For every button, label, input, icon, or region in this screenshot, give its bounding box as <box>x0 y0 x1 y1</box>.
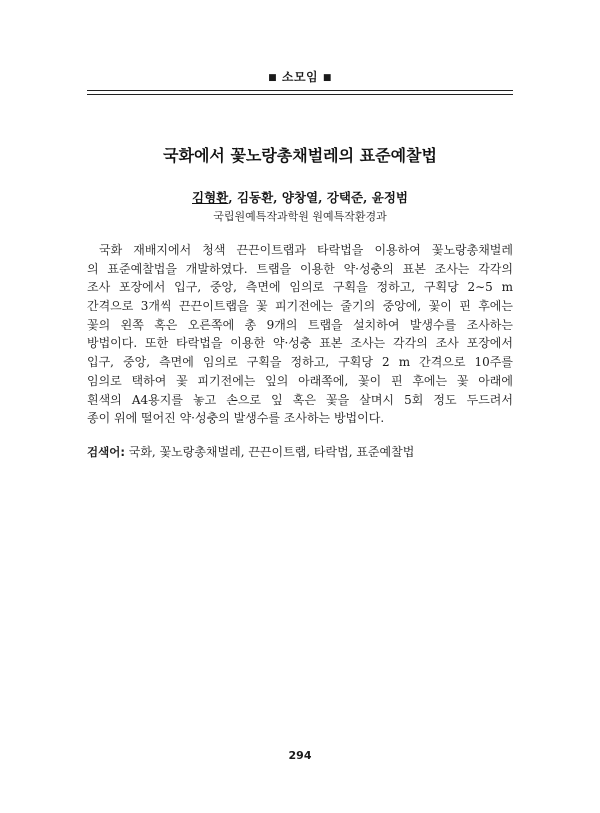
section-header <box>0 68 600 85</box>
presenting-author: 김형환 <box>192 190 229 205</box>
co-authors: , 김동환, 양창열, 강택준, 윤정범 <box>228 190 408 205</box>
abstract-line: 꽃의 왼쪽 혹은 오른쪽에 총 9개의 트랩을 설치하여 발생수를 조사하는 <box>87 317 513 332</box>
square-marker-icon: ■ <box>268 73 278 83</box>
page-number: 294 <box>288 749 312 762</box>
header-divider-bottom <box>87 94 513 95</box>
abstract-line: 방법이다. 또한 타락법을 이용한 약·성충 표본 조사는 각각의 조사 포장에서 <box>87 336 513 351</box>
abstract-line: 국화 재배지에서 청색 끈끈이트랩과 타락법을 이용하여 꽃노랑총채벌레 <box>99 243 513 257</box>
header-divider-top <box>87 90 513 91</box>
abstract-line: 입구, 중앙, 측면에 임의로 구획을 정하고, 구획당 2 m 간격으로 10주를 <box>87 355 513 370</box>
square-marker-icon: ■ <box>322 73 332 83</box>
paper-title: 국화에서 꽃노랑총채벌레의 표준예찰법 <box>163 146 437 165</box>
keywords-label: 검색어: <box>87 445 125 459</box>
section-label: 소모임 <box>281 70 319 84</box>
keywords <box>87 443 513 460</box>
abstract-line: 조사 포장에서 입구, 중앙, 측면에 임의로 구획을 정하고, 구획당 2∼5 m <box>87 280 513 295</box>
abstract-line: 흰색의 A4용지를 놓고 손으로 잎 혹은 꽃을 살며시 5회 정도 두드려서 <box>87 392 513 407</box>
keywords-value: 국화, 꽃노랑총채벌레, 끈끈이트랩, 타락법, 표준예찰법 <box>124 445 415 459</box>
abstract-line: 간격으로 3개씩 끈끈이트랩을 꽃 피기전에는 줄기의 중앙에, 꽃이 핀 후에는 <box>87 299 513 314</box>
abstract-body <box>87 241 513 428</box>
author-list <box>0 188 600 206</box>
abstract-line: 의 표준예찰법을 개발하였다. 트랩을 이용한 약·성충의 표본 조사는 각각의 <box>87 261 513 276</box>
abstract-line: 임의로 택하여 꽃 피기전에는 잎의 아래쪽에, 꽃이 핀 후에는 꽃 아래에 <box>87 373 513 388</box>
affiliation: 국립원예특작과학원 원예특작환경과 <box>213 210 387 223</box>
abstract-line: 종이 위에 떨어진 약·성충의 발생수를 조사하는 방법이다. <box>87 411 385 426</box>
